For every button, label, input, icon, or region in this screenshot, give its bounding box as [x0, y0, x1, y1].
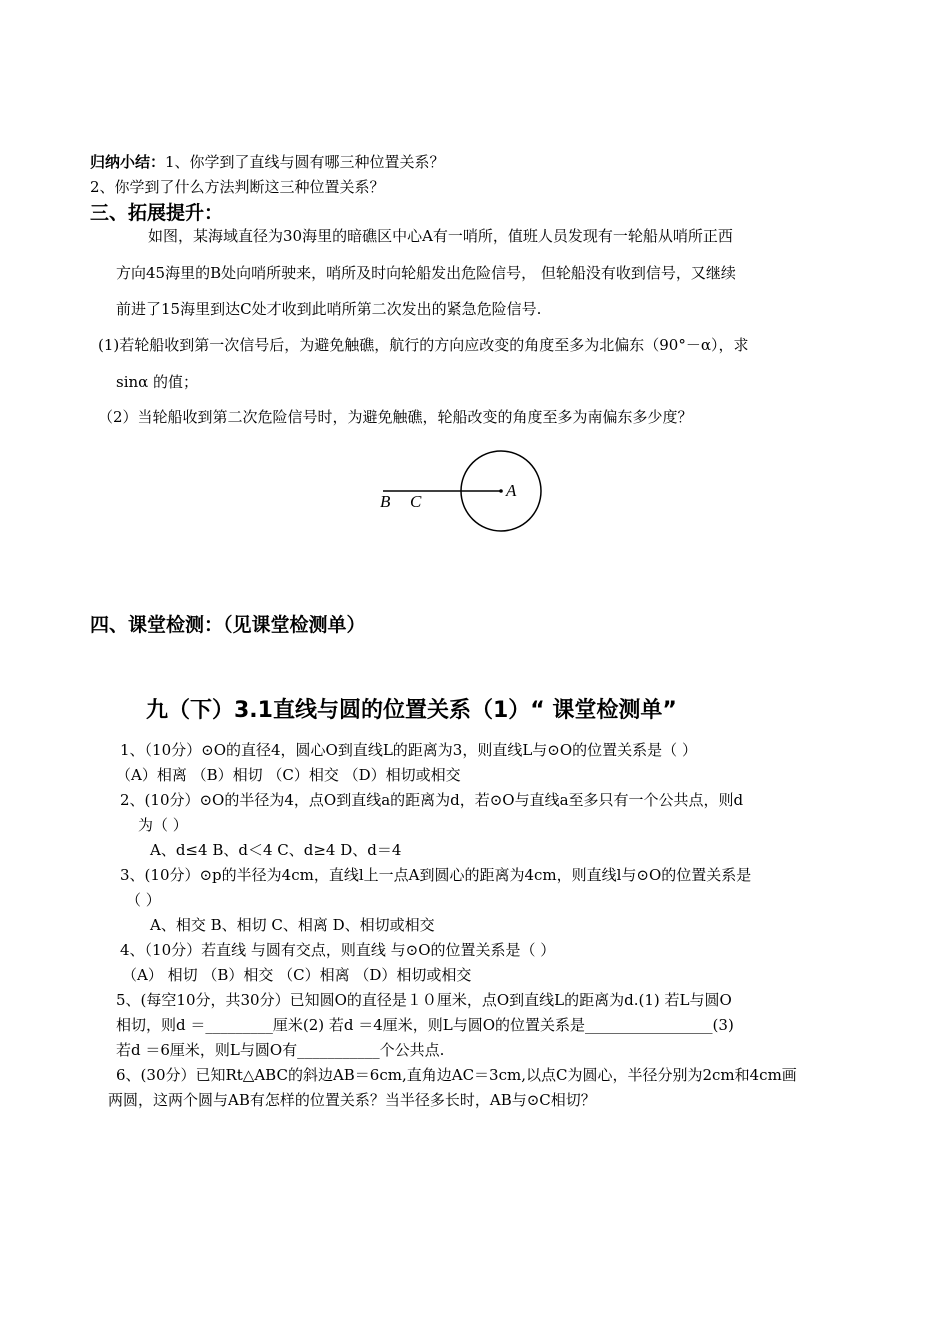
section-3-heading: 三、拓展提升： — [90, 202, 224, 224]
problem-question-1b: sinα 的值； — [116, 373, 199, 391]
label-c: C — [410, 492, 422, 511]
summary-question-2: 2、你学到了什么方法判断这三种位置关系？ — [90, 178, 385, 196]
summary-heading: 归纳小结： — [90, 153, 166, 171]
worksheet-question-2b: 为（ ） — [138, 816, 188, 834]
worksheet-question-1: 1、（10分）⊙O的直径4，圆心O到直线L的距离为3，则直线L与⊙O的位置关系是（ ） — [120, 741, 697, 759]
worksheet-question-5c: 若d ＝6厘米，则L与圆O有___________个公共点. — [116, 1041, 445, 1059]
worksheet-question-6b: 两圆，这两个圆与AB有怎样的位置关系？当半径多长时，AB与⊙C相切？ — [108, 1091, 596, 1109]
worksheet-question-2a: 2、(10分）⊙O的半径为4，点O到直线a的距离为d，若⊙O与直线a至多只有一个公共点，则d — [120, 791, 744, 809]
label-a: A — [506, 481, 517, 500]
problem-question-1a: (1)若轮船收到第一次信号后，为避免触礁，航行的方向应改变的角度至多为北偏东（90°－α），求 — [98, 336, 749, 354]
problem-paragraph-1: 如图，某海域直径为30海里的暗礁区中心A有一哨所，值班人员发现有一轮船从哨所正西 — [148, 227, 733, 245]
worksheet-question-2-options: A、d≤4 B、d＜4 C、d≥4 D、d＝4 — [150, 841, 402, 859]
problem-paragraph-2: 方向45海里的B处向哨所驶来，哨所及时向轮船发出危险信号， 但轮船没有收到信号，又继续 — [116, 264, 736, 282]
worksheet-question-3-options: A、相交 B、相切 C、相离 D、相切或相交 — [150, 916, 435, 934]
summary-line-1 — [90, 152, 445, 172]
problem-question-2: （2）当轮船收到第二次危险信号时，为避免触礁，轮船改变的角度至多为南偏东多少度？ — [98, 408, 693, 426]
worksheet-question-1-options: （A）相离 （B）相切 （C）相交 （D）相切或相交 — [116, 766, 461, 784]
section-4-heading: 四、课堂检测：（见课堂检测单） — [90, 614, 366, 636]
summary-question-1: 1、你学到了直线与圆有哪三种位置关系？ — [165, 153, 445, 171]
worksheet-question-4: 4、（10分）若直线 与圆有交点，则直线 与⊙O的位置关系是（ ） — [120, 941, 556, 959]
worksheet-question-5b: 相切，则d ＝_________厘米(2) 若d ＝4厘米，则L与圆O的位置关系是_________________(3) — [116, 1016, 734, 1034]
worksheet-question-3b: （ ） — [126, 891, 161, 909]
worksheet-question-4-options: （A） 相切 （B）相交 （C）相离 （D）相切或相交 — [122, 966, 472, 984]
worksheet-question-6a: 6、(30分）已知Rt△ABC的斜边AB＝6cm,直角边AC＝3cm,以点C为圆心，半径分别为2cm和4cm画 — [116, 1066, 797, 1084]
circle-diagram — [370, 445, 560, 535]
point-a — [499, 489, 503, 493]
label-b: B — [380, 492, 391, 511]
worksheet-title: 九（下）3.1直线与圆的位置关系（1）“ 课堂检测单” — [146, 698, 677, 723]
worksheet-question-5a: 5、(每空10分，共30分）已知圆O的直径是１０厘米，点O到直线L的距离为d.(1) 若L与圆O — [116, 991, 732, 1009]
problem-paragraph-3: 前进了15海里到达C处才收到此哨所第二次发出的紧急危险信号. — [116, 300, 542, 318]
worksheet-question-3a: 3、(10分）⊙p的半径为4cm，直线l上一点A到圆心的距离为4cm，则直线l与⊙O的位置关系是 — [120, 866, 752, 884]
